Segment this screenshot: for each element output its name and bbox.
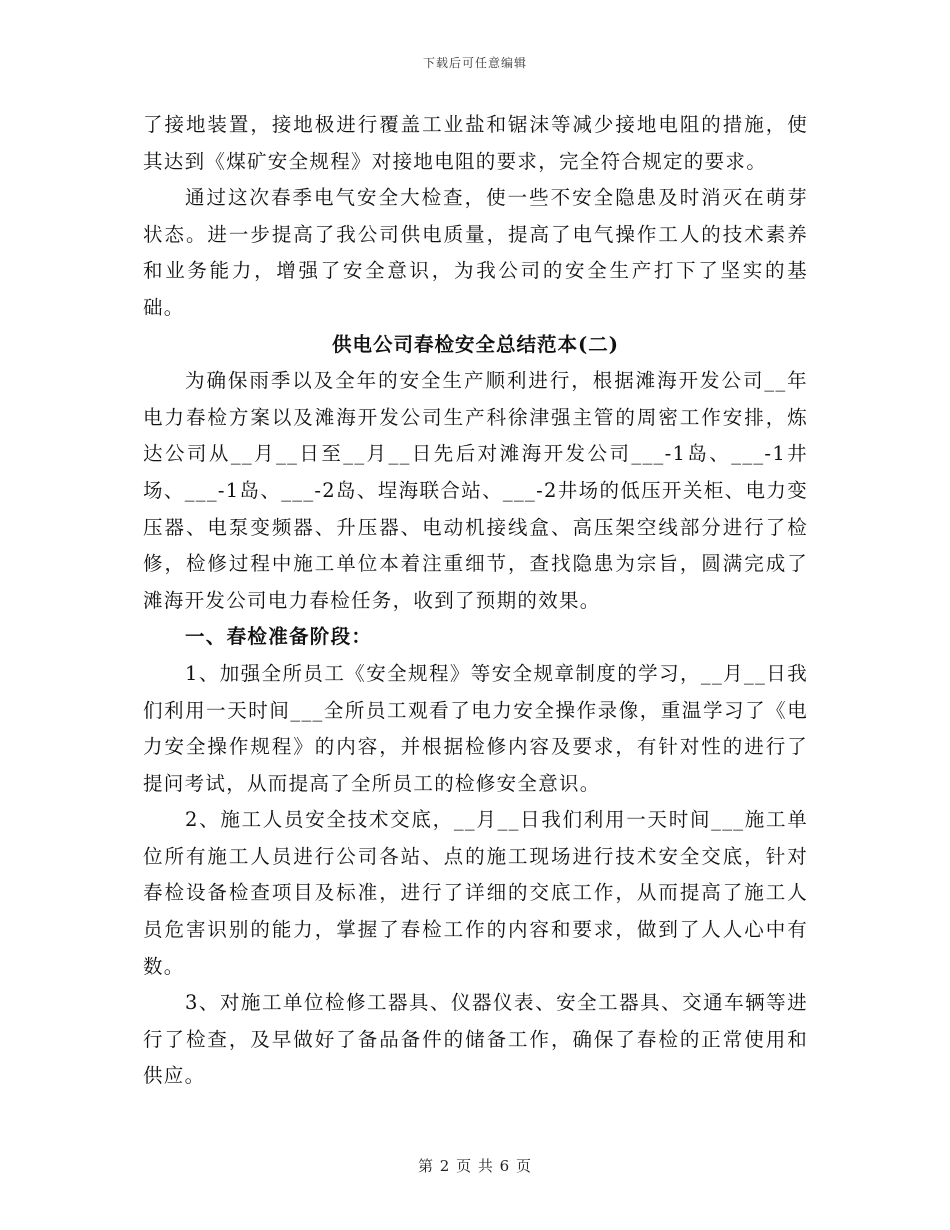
paragraph-summary: 通过这次春季电气安全大检查，使一些不安全隐患及时消灭在萌芽状态。进一步提高了我公司供电质量，提高了电气操作工人的技术素养和业务能力，增强了安全意识，为我公司的安全生产打下了坚实的基础。 [143,186,808,319]
document-body [143,107,808,1095]
subheading-preparation: 一、春检准备阶段： [185,625,373,649]
section-intro: 为确保雨季以及全年的安全生产顺利进行，根据滩海开发公司__年电力春检方案以及滩海开发公司生产科徐津强主管的周密工作安排，炼达公司从__月__日至__月__日先后对滩海开发公司___-1岛、___-1井场、___-1岛、___-2岛、埕海联合站、___-2井场的低压开关柜、电力变压器、电泵变频器、升压器、电动机接线盒、高压架空线部分进行了检修，检修过程中施工单位本着注重细节，查找隐患为宗旨，圆满完成了滩海开发公司电力春检任务，收到了预期的效果。 [143,369,808,612]
list-item: 2、施工人员安全技术交底，__月__日我们利用一天时间___施工单位所有施工人员进行公司各站、点的施工现场进行技术安全交底，针对春检设备检查项目及标准，进行了详细的交底工作，从而提高了施工人员危害识别的能力，掌握了春检工作的内容和要求，做到了人人心中有数。 [143,808,808,978]
page-header: 下载后可任意编辑 [422,56,527,70]
list-item: 3、对施工单位检修工器具、仪器仪表、安全工器具、交通车辆等进行了检查，及早做好了备品备件的储备工作，确保了春检的正常使用和供应。 [143,991,808,1088]
paragraph-continuation: 了接地装置，接地极进行覆盖工业盐和锯沫等减少接地电阻的措施，使其达到《煤矿安全规程》对接地电阻的要求，完全符合规定的要求。 [143,113,808,173]
section-title: 供电公司春检安全总结范本(二) [332,332,619,356]
list-item: 1、加强全所员工《安全规程》等安全规章制度的学习，__月__日我们利用一天时间___全所员工观看了电力安全操作录像，重温学习了《电力安全操作规程》的内容，并根据检修内容及要求，有针对性的进行了提问考试，从而提高了全所员工的检修安全意识。 [143,661,808,795]
page-footer: 第 2 页 共 6 页 [418,1157,532,1175]
